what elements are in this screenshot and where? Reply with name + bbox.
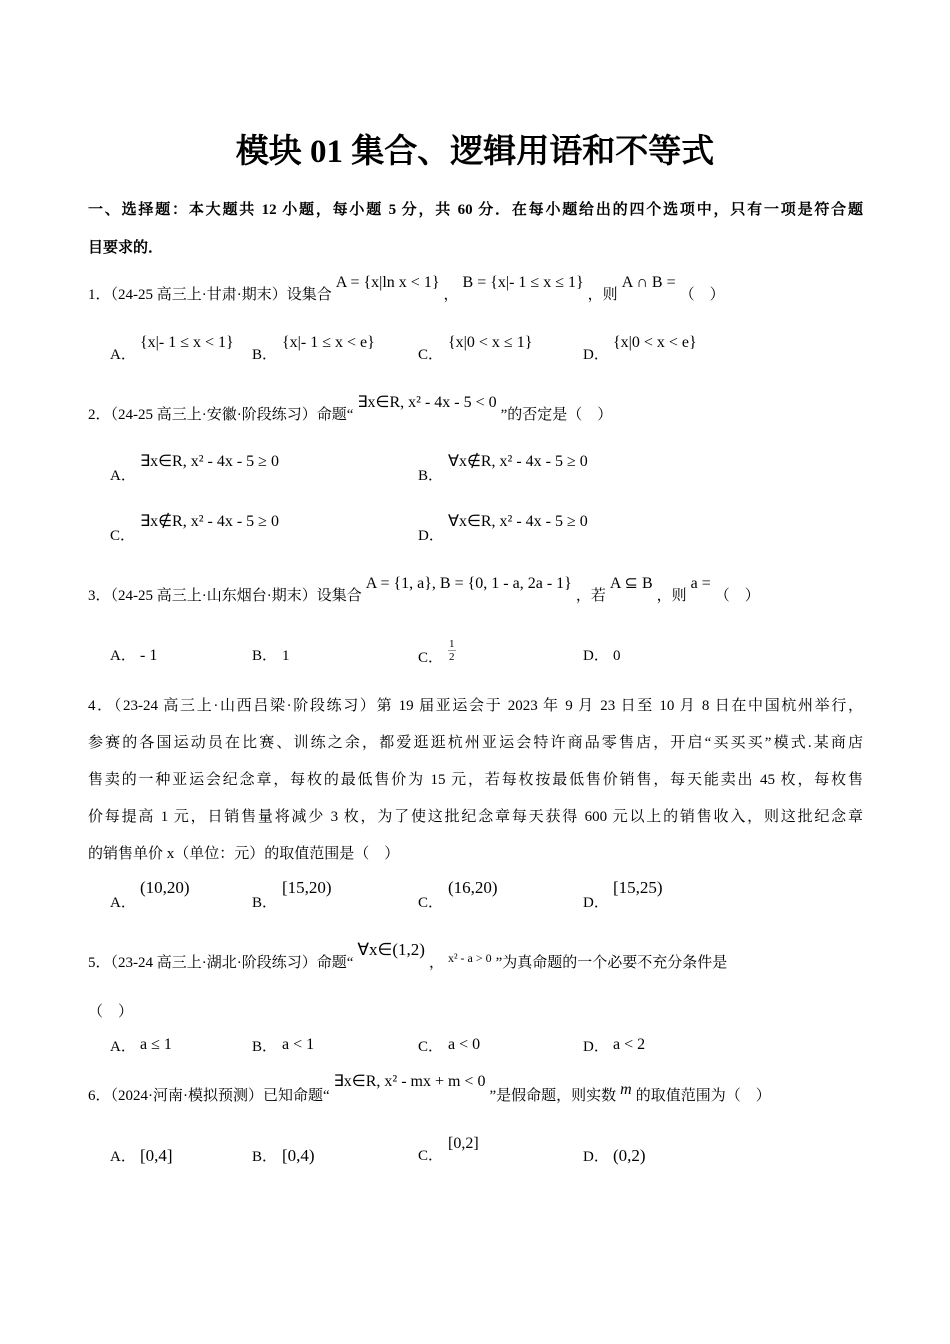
question-text: ，若 — [575, 588, 606, 604]
option-value: {x|0 < x < e} — [613, 334, 697, 351]
option-value: a < 0 — [448, 1036, 481, 1053]
q1-option-a — [110, 334, 238, 365]
option-value: [0,4) — [282, 1146, 315, 1165]
option-value: {x|0 < x ≤ 1} — [448, 334, 533, 351]
option-value: ∀x∉R, x² - 4x - 5 ≥ 0 — [448, 453, 588, 470]
section-header-line-2: 目要求的． — [88, 240, 164, 256]
option-label: B． — [252, 1039, 278, 1055]
question-number: 6． — [88, 1088, 111, 1104]
q2-option-c — [110, 513, 283, 546]
q6-option-b — [252, 1146, 319, 1167]
option-value: a < 2 — [613, 1036, 646, 1053]
math-expression: a = — [690, 575, 711, 592]
math-expression: B = {x|- 1 ≤ x ≤ 1} — [462, 274, 584, 291]
question-number: 2． — [88, 407, 111, 423]
math-expression: x² - a > 0 — [447, 951, 492, 965]
question-number: 5． — [88, 955, 111, 971]
option-value: {x|- 1 ≤ x < 1} — [140, 334, 234, 351]
question-number: 3． — [88, 588, 111, 604]
option-label: A． — [110, 1039, 136, 1055]
option-label: C． — [418, 895, 444, 911]
question-text: ， — [428, 955, 444, 971]
option-label: B． — [252, 347, 278, 363]
question-1-stem — [88, 274, 863, 305]
q1-option-b — [252, 334, 379, 365]
q3-option-b — [252, 646, 290, 666]
q4-option-c — [418, 878, 502, 913]
q3-option-d — [583, 646, 621, 666]
option-label: C． — [418, 1039, 444, 1055]
question-number: 4． — [88, 698, 114, 714]
question-number: 1． — [88, 287, 111, 303]
question-4-line-5: 的销售单价 x（单位：元）的取值范围是（ ） — [88, 846, 400, 862]
q1-option-c — [418, 334, 536, 365]
option-label: D． — [583, 648, 609, 664]
math-expression: ∃x∈R, x² - mx + m < 0 — [333, 1073, 486, 1090]
question-text: ”是假命题，则实数 — [489, 1088, 617, 1104]
question-text: （2024·河南·模拟预测）已知命题“ — [110, 1088, 330, 1104]
option-value: ∀x∈R, x² - 4x - 5 ≥ 0 — [448, 513, 588, 530]
question-text: 的取值范围为（ ） — [635, 1088, 771, 1104]
q5-option-b — [252, 1037, 318, 1057]
option-value: [0,2] — [448, 1135, 479, 1152]
math-variable: m — [620, 1081, 632, 1098]
question-6-stem — [88, 1073, 863, 1106]
question-text: ”的否定是（ ） — [500, 407, 613, 423]
option-label: D． — [583, 1149, 609, 1165]
question-2-stem — [88, 394, 863, 425]
answer-blank: （ ） — [714, 588, 760, 604]
option-label: C． — [110, 528, 136, 544]
option-value: {x|- 1 ≤ x < e} — [282, 334, 375, 351]
q2-option-d — [418, 513, 592, 546]
question-4-line-1 — [88, 696, 863, 716]
option-label: B． — [252, 895, 278, 911]
question-text: （23-24 高三上·山西吕梁·阶段练习）第 19 届亚运会于 2023 年 9 月 23 日至 10 月 8 日在中国杭州举行， — [113, 698, 863, 714]
q3-option-c — [418, 638, 456, 671]
math-expression: A ⊆ B — [609, 575, 653, 592]
option-value: ∃x∈R, x² - 4x - 5 ≥ 0 — [140, 453, 279, 470]
q5-option-c — [418, 1037, 484, 1057]
q5-option-a — [110, 1037, 176, 1057]
option-label: A． — [110, 1149, 136, 1165]
q6-option-d — [583, 1146, 650, 1167]
option-value: a < 1 — [282, 1036, 315, 1053]
q4-option-b — [252, 878, 336, 913]
q4-option-d — [583, 878, 667, 913]
section-header-line-1: 一、选择题：本大题共 12 小题，每小题 5 分，共 60 分．在每小题给出的四个选项中，只有一项是符合题 — [88, 202, 863, 218]
question-5-answer-blank: （ ） — [88, 1004, 134, 1020]
question-text: （24-25 高三上·山东烟台·期末）设集合 — [110, 588, 362, 604]
question-text: （24-25 高三上·安徽·阶段练习）命题“ — [110, 407, 354, 423]
fraction-value — [448, 638, 456, 663]
option-value: [15,20) — [282, 878, 332, 897]
q1-option-d — [583, 334, 701, 365]
fraction-denominator: 2 — [449, 651, 455, 663]
question-5-stem — [88, 940, 863, 973]
option-label: D． — [583, 895, 609, 911]
option-label: C． — [418, 649, 444, 666]
option-label: B． — [418, 468, 444, 484]
question-4-line-4: 价每提高 1 元，日销售量将减少 3 枚，为了使这批纪念章每天获得 600 元以上的销售收入，则这批纪念章 — [88, 809, 863, 825]
option-value: 0 — [613, 648, 621, 664]
question-3-stem — [88, 575, 863, 606]
q2-option-a — [110, 453, 283, 486]
option-label: D． — [583, 347, 609, 363]
option-label: A． — [110, 468, 136, 484]
option-value: a ≤ 1 — [140, 1036, 172, 1053]
math-expression: ∀x∈(1,2) — [357, 940, 425, 959]
document-title: 模块 01 集合、逻辑用语和不等式 — [235, 134, 715, 170]
q6-option-c — [418, 1135, 483, 1166]
q3-option-a — [110, 646, 161, 666]
option-value: - 1 — [140, 647, 158, 664]
option-label: A． — [110, 648, 136, 664]
math-expression: ∃x∈R, x² - 4x - 5 < 0 — [357, 394, 497, 411]
option-value: 1 — [282, 648, 290, 664]
option-label: D． — [418, 528, 444, 544]
option-value: (16,20) — [448, 878, 498, 897]
option-value: (0,2) — [613, 1146, 646, 1165]
fraction-numerator: 1 — [449, 638, 455, 650]
option-label: A． — [110, 347, 136, 363]
q6-option-a — [110, 1146, 177, 1167]
option-label: A． — [110, 895, 136, 911]
option-value: (10,20) — [140, 878, 190, 897]
answer-blank: （ ） — [679, 287, 725, 303]
option-value: ∃x∉R, x² - 4x - 5 ≥ 0 — [140, 513, 279, 530]
option-label: D． — [583, 1039, 609, 1055]
option-value: [0,4] — [140, 1146, 173, 1165]
question-text: ，则 — [656, 588, 687, 604]
question-text: ， — [443, 287, 459, 303]
question-text: （23-24 高三上·湖北·阶段练习）命题“ — [110, 955, 354, 971]
q5-option-d — [583, 1037, 649, 1057]
q4-option-a — [110, 878, 194, 913]
math-expression: A ∩ B = — [621, 274, 676, 291]
question-4-line-2: 参赛的各国运动员在比赛、训练之余，都爱逛逛杭州亚运会特许商品零售店，开启“买买买”模式.某商店 — [88, 735, 863, 751]
question-text: ”为真命题的一个必要不充分条件是 — [495, 955, 728, 971]
option-label: B． — [252, 1149, 278, 1165]
q2-option-b — [418, 453, 592, 486]
question-text: ，则 — [587, 287, 618, 303]
option-label: C． — [418, 1148, 444, 1164]
question-4-line-3: 售卖的一种亚运会纪念章，每枚的最低售价为 15 元，若每枚按最低售价销售，每天能卖出 45 枚，每枚售 — [88, 772, 863, 788]
option-label: B． — [252, 648, 278, 664]
math-expression: A = {1, a}, B = {0, 1 - a, 2a - 1} — [365, 575, 572, 592]
math-expression: A = {x|ln x < 1} — [335, 274, 440, 291]
question-text: （24-25 高三上·甘肃·期末）设集合 — [110, 287, 332, 303]
option-label: C． — [418, 347, 444, 363]
option-value: [15,25) — [613, 878, 663, 897]
